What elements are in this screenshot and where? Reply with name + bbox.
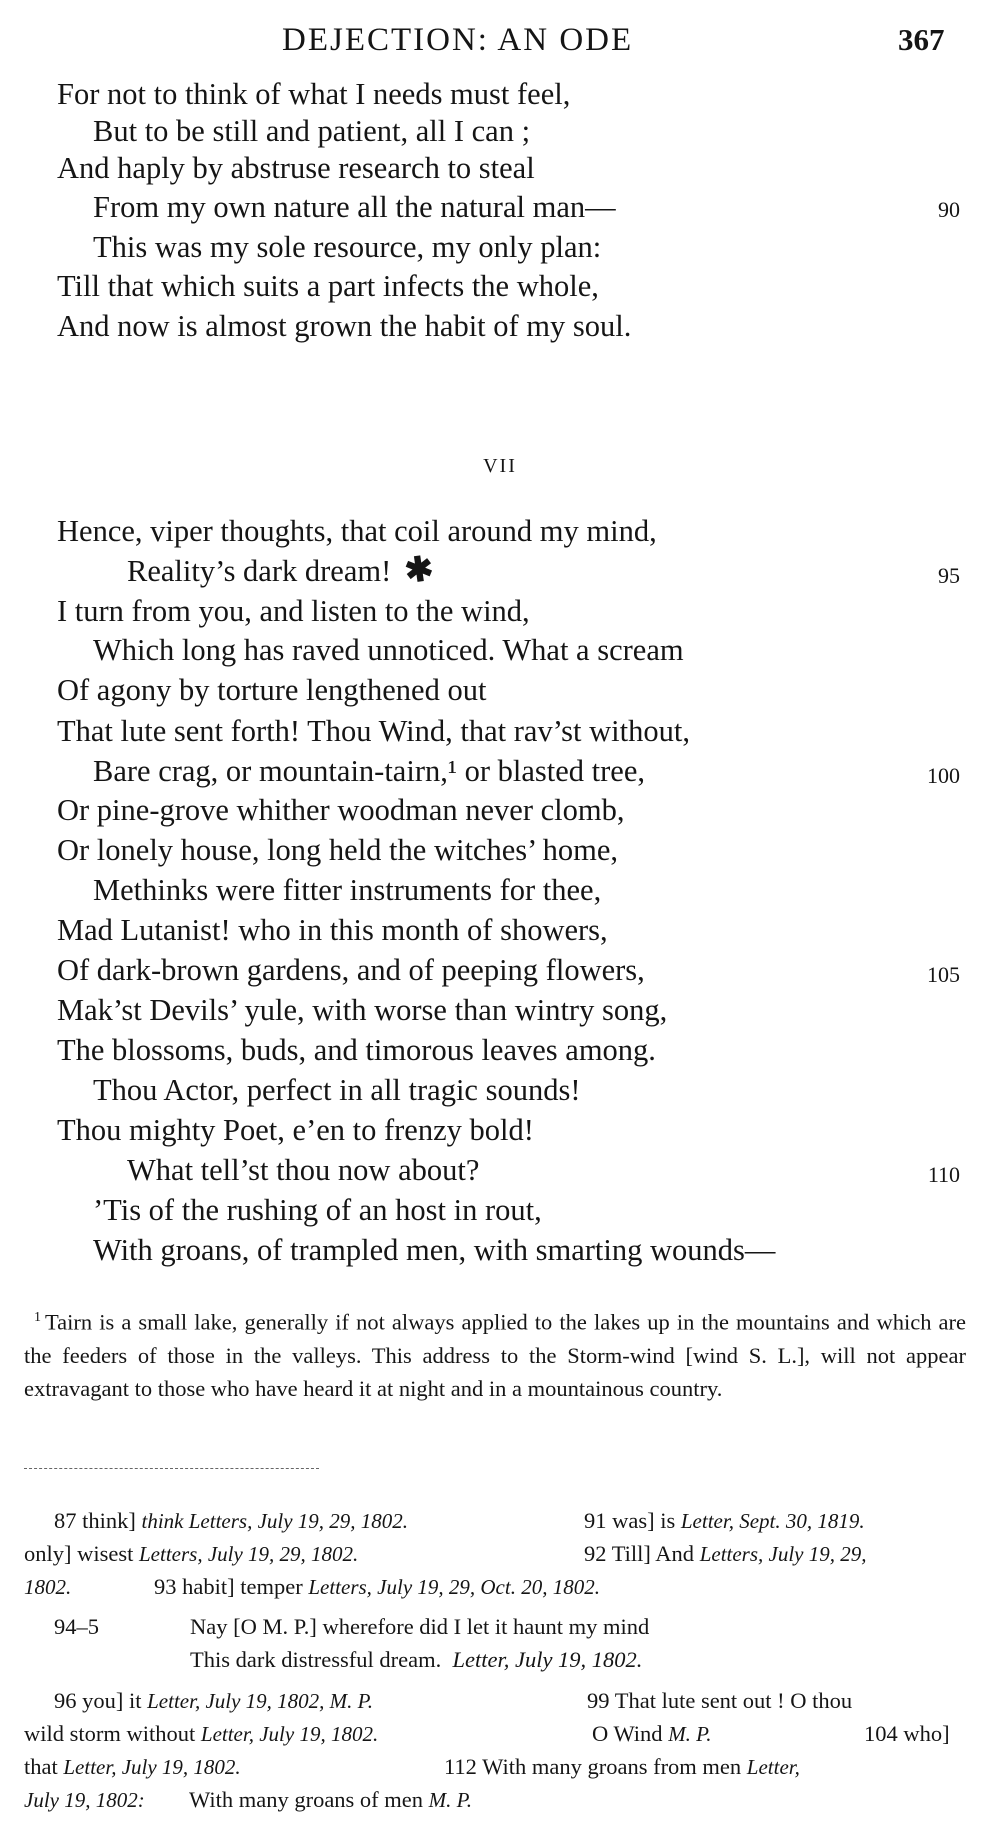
poem-line: Which long has raved unnoticed. What a scream: [93, 633, 684, 667]
poem-line: Mad Lutanist! who in this month of showers,: [57, 913, 608, 947]
line-number: 110: [927, 1162, 960, 1187]
page-number: 367: [898, 22, 945, 57]
poem-line: What tell’st thou now about?: [127, 1153, 480, 1187]
poem-line: I turn from you, and listen to the wind,: [57, 594, 530, 628]
poem-line: And now is almost grown the habit of my soul.: [57, 309, 632, 343]
poem-line: With groans, of trampled men, with smarting wounds—: [93, 1233, 776, 1267]
footnote-divider: [24, 1468, 319, 1469]
poem-line: Reality’s dark dream! ✱: [127, 550, 437, 591]
poem-line: And haply by abstruse research to steal: [57, 151, 535, 185]
footnote-mark: 1: [34, 1310, 41, 1325]
poem-line: Methinks were fitter instruments for thee,: [93, 873, 602, 907]
poem-line: Or pine-grove whither woodman never clomb,: [57, 793, 625, 827]
poem-line: Of agony by torture lengthened out: [57, 673, 487, 707]
poem-line: Thou mighty Poet, e’en to frenzy bold!: [57, 1113, 534, 1147]
line-number: 105: [927, 962, 960, 987]
footnote: [24, 1301, 966, 1405]
poem-line: Or lonely house, long held the witches’ home,: [57, 833, 619, 867]
running-title: DEJECTION: AN ODE: [282, 22, 634, 58]
line-number: 90: [938, 197, 960, 222]
variant-quote: Nay [O M. P.] wherefore did I let it haunt my mind: [190, 1614, 650, 1639]
poem-line: But to be still and patient, all I can ;: [93, 114, 531, 148]
variant-ref: 94–5: [54, 1614, 99, 1639]
poem-line: Mak’st Devils’ yule, with worse than wintry song,: [57, 993, 668, 1027]
line-number: 95: [938, 563, 960, 588]
poem-line: This was my sole resource, my only plan:: [93, 230, 602, 264]
poem-line: From my own nature all the natural man—: [93, 190, 616, 224]
poem-line: ’Tis of the rushing of an host in rout,: [93, 1193, 542, 1227]
book-page: DEJECTION: AN ODE 367 For not to think of what I needs must feel, But to be still and patient, all I can ; And haply by abstruse research to steal From my own nature all the natural man— 90 This was my sole resource, my only plan: Till that which suits a part infects the whole, And now is almost grown the habit of my soul. VII Hence, viper thoughts, that coil around my mind, Reality’s dark dream! ✱ 95 I turn from you, and listen to the wind, Which long has raved unnoticed. What a scream Of agony by torture lengthened out That lute sent forth! Thou Wind, that rav’st without, Bare crag, or mountain-tairn,¹ or blasted tree, 100 Or pine-grove whither woodman never clomb, Or lonely house, long held the witches’ home, Methinks were fitter instruments for thee, Mad Lutanist! who in this month of showers, Of dark-brown gardens, and of peeping flowers, 105 Mak’st Devils’ yule, with worse than wintry song, The blossoms, buds, and timorous leaves among. Thou Actor, perfect in all tragic sounds! Thou mighty Poet, e’en to frenzy bold! What tell’st thou now about? 110 ’Tis of the rushing of an host in rout, With groans, of trampled men, with smarting wounds— $^1$ Tairn is a small lake, generally if not always applied to the lakes up in the mountains and which are the feeders of those in the valleys. This address to the Storm-wind [wind S. L.], will not appear extravagant to those who have heard it at night and in a mountainous country. 87 think] think Letters, July 19, 29, 1802. 91 was] is Letter, Sept. 30, 1819. only] wisest Letters, July 19, 29, 1802. 92 Till] And Letters, July 19, 29, 1802. 93 habit] temper Letters, July 19, 29, Oct. 20, 1802. 94–5 Nay [O M. P.] wherefore did I let it haunt my mind This dark distressful dream. Letter, July 19, 1802. 96 you] it Letter, July 19, 1802, M. P. 99 That lute sent out ! O thou wild storm without Letter, July 19, 1802. O Wind M. P. 104 who] that Letter, July 19, 1802. 112 With many groans from men Letter, July 19, 1802: With many groans of men M. P.: [0, 0, 1000, 1840]
footnote-text: Tairn is a small lake, generally if not always applied to the lakes up in the mountains and which are the feeders of those in the valleys. This address to the Storm-wind [wind S. L.], will not appear extravagant to those who have heard it at night and in a mountainous country.: [24, 1309, 966, 1401]
poem-line: The blossoms, buds, and timorous leaves among.: [57, 1033, 656, 1067]
poem-line: Hence, viper thoughts, that coil around my mind,: [57, 514, 657, 548]
stanza-number: VII: [483, 455, 517, 477]
poem-line: Of dark-brown gardens, and of peeping flowers,: [57, 953, 645, 987]
running-head: [0, 22, 1000, 62]
poem-line: Bare crag, or mountain-tairn,¹ or blasted tree,: [93, 754, 645, 788]
poem-line: For not to think of what I needs must feel,: [57, 77, 571, 111]
line-number: 100: [927, 763, 960, 788]
poem-line: Thou Actor, perfect in all tragic sounds!: [93, 1073, 581, 1107]
poem-line: That lute sent forth! Thou Wind, that rav’st without,: [57, 714, 690, 748]
variant-quote: This dark distressful dream. Letter, July 19, 1802.: [190, 1647, 643, 1672]
marginal-star-mark: ✱: [402, 550, 437, 591]
poem-line: Till that which suits a part infects the whole,: [57, 269, 599, 303]
